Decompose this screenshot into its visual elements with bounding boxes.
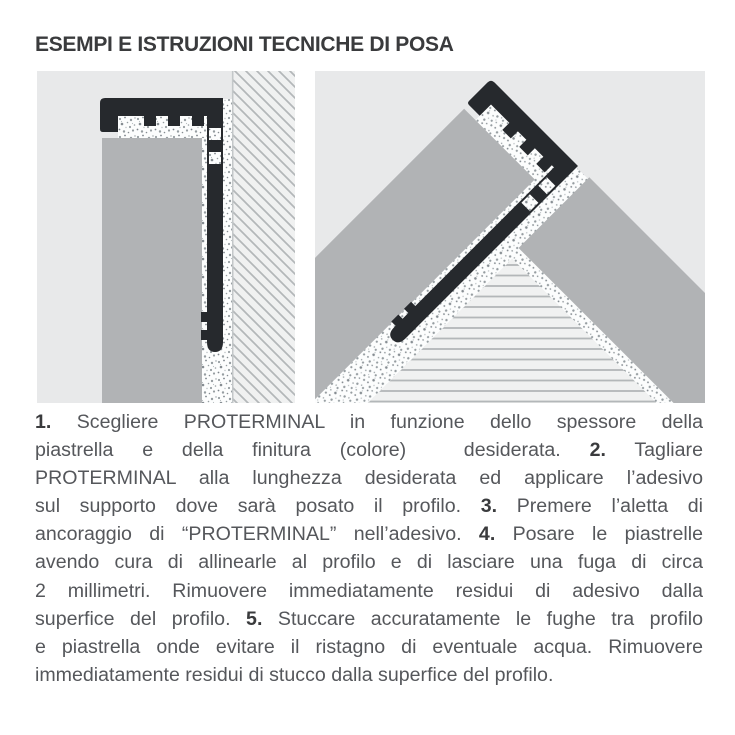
section-title: ESEMPI E ISTRUZIONI TECNICHE DI POSA — [35, 33, 454, 56]
wall-substrate-hatch — [232, 71, 295, 403]
instruction-line: PROTERMINAL alla lunghezza desiderata ed applicare l’adesivo — [35, 467, 703, 490]
instruction-line: sul supporto dove sarà posato il profilo. 3. Premere l’aletta di — [35, 495, 703, 518]
diagram-corner-45-installation — [315, 71, 705, 403]
instruction-line: e piastrella onde evitare il ristagno di eventuale acqua. Rimuovere — [35, 635, 703, 658]
instruction-line: superfice del profilo. 5. Stuccare accuratamente le fughe tra profilo — [35, 607, 703, 630]
diagram-row — [37, 71, 705, 403]
installation-instructions — [35, 408, 703, 689]
instruction-line: 1. Scegliere PROTERMINAL in funzione dello spessore della — [35, 411, 703, 433]
diagram-wall-edge-installation — [37, 71, 295, 403]
instruction-line: immediatamente residui di stucco dalla superfice del profilo. — [35, 663, 554, 686]
instruction-line: piastrella e della finitura (colore) desiderata. 2. Tagliare — [35, 439, 703, 462]
instruction-line: avendo cura di allinearle al profilo e di lasciare una fuga di circa — [35, 551, 703, 574]
instruction-line: 2 millimetri. Rimuovere immediatamente residui di adesivo dalla — [35, 579, 703, 602]
tile — [102, 138, 202, 403]
instruction-line: ancoraggio di “PROTERMINAL” nell’adesivo. 4. Posare le piastrelle — [35, 523, 703, 546]
